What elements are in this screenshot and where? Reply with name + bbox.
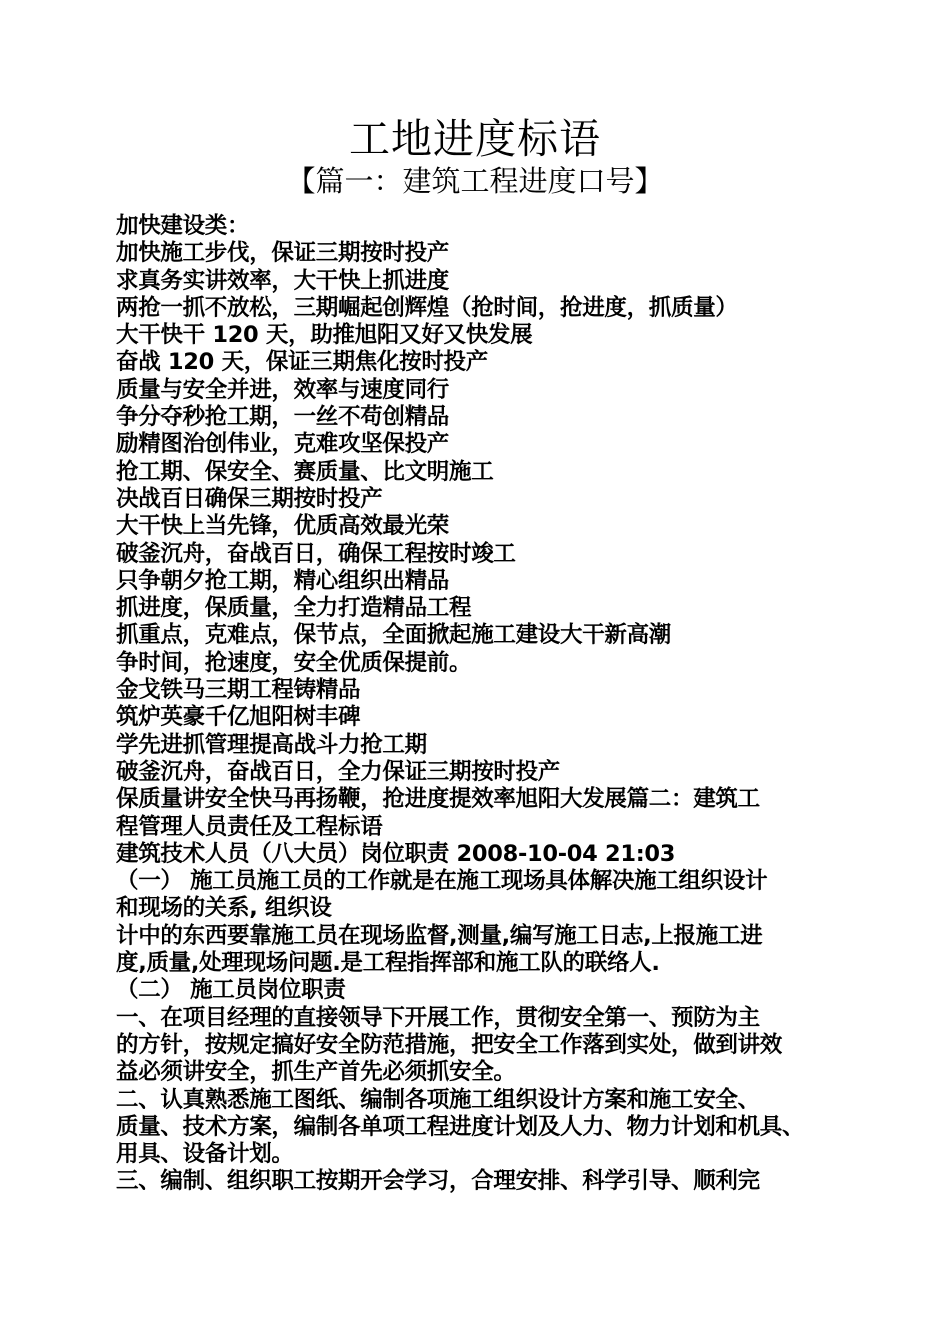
body-line: 争分夺秒抢工期，一丝不苟创精品 <box>116 404 450 431</box>
body-line: （一） 施工员施工员的工作就是在施工现场具体解决施工组织设计 <box>116 868 768 895</box>
body-line: 大干快上当先锋，优质高效最光荣 <box>116 513 450 540</box>
body-line: 质量与安全并进，效率与速度同行 <box>116 376 450 403</box>
body-line: 建筑技术人员（八大员）岗位职责 2008-10-04 21:03 <box>116 840 676 867</box>
body-line: 度,质量,处理现场问题.是工程指挥部和施工队的联络人. <box>116 950 660 977</box>
body-line: 和现场的关系, 组织设 <box>116 895 332 922</box>
body-line: 抓重点，克难点，保节点，全面掀起施工建设大干新高潮 <box>116 622 672 649</box>
body-line: 程管理人员责任及工程标语 <box>116 813 383 840</box>
body-line: 学先进抓管理提高战斗力抢工期 <box>116 731 427 758</box>
body-line: 三、编制、组织职工按期开会学习，合理安排、科学引导、顺利完 <box>116 1168 760 1195</box>
body-line: 只争朝夕抢工期，精心组织出精品 <box>116 567 450 594</box>
body-line: 一、在项目经理的直接领导下开展工作，贯彻安全第一、预防为主 <box>116 1004 760 1031</box>
body-line: 计中的东西要靠施工员在现场监督,测量,编写施工日志,上报施工进 <box>116 922 763 949</box>
body-line: 筑炉英豪千亿旭阳树丰碑 <box>116 704 361 731</box>
body-line: 二、认真熟悉施工图纸、编制各项施工组织设计方案和施工安全、 <box>116 1086 760 1113</box>
body-line: 金戈铁马三期工程铸精品 <box>116 677 361 704</box>
body-line: 决战百日确保三期按时投产 <box>116 485 383 512</box>
body-line: 保质量讲安全快马再扬鞭，抢进度提效率旭阳大发展篇二：建筑工 <box>116 786 760 813</box>
body-line: 用具、设备计划。 <box>116 1141 294 1168</box>
body-line: 益必须讲安全，抓生产首先必须抓安全。 <box>116 1059 516 1086</box>
body-line: 破釜沉舟，奋战百日，全力保证三期按时投产 <box>116 758 561 785</box>
document-title: 工地进度标语 <box>349 115 601 163</box>
body-line: 抢工期、保安全、赛质量、比文明施工 <box>116 458 494 485</box>
body-line: 加快建设类： <box>116 213 250 239</box>
body-line: 励精图治创伟业，克难攻坚保投产 <box>116 431 450 458</box>
body-line: 加快施工步伐，保证三期按时投产 <box>116 240 450 267</box>
body-line: 奋战 120 天，保证三期焦化按时投产 <box>116 349 488 376</box>
document-subtitle: 【篇一：建筑工程进度口号】 <box>286 164 664 198</box>
body-line: 质量、技术方案，编制各单项工程进度计划及人力、物力计划和机具、 <box>116 1113 805 1140</box>
body-line: （二） 施工员岗位职责 <box>116 977 346 1004</box>
body-line: 求真务实讲效率，大干快上抓进度 <box>116 267 450 294</box>
body-line: 大干快干 120 天，助推旭阳又好又快发展 <box>116 322 533 349</box>
body-line: 两抢一抓不放松，三期崛起创辉煌（抢时间，抢进度，抓质量） <box>116 294 738 321</box>
body-line: 抓进度，保质量，全力打造精品工程 <box>116 595 472 622</box>
document-body <box>116 213 856 1196</box>
body-line: 破釜沉舟，奋战百日，确保工程按时竣工 <box>116 540 516 567</box>
body-line: 的方针，按规定搞好安全防范措施，把安全工作落到实处，做到讲效 <box>116 1031 783 1058</box>
body-line: 争时间，抢速度，安全优质保提前。 <box>116 649 472 676</box>
